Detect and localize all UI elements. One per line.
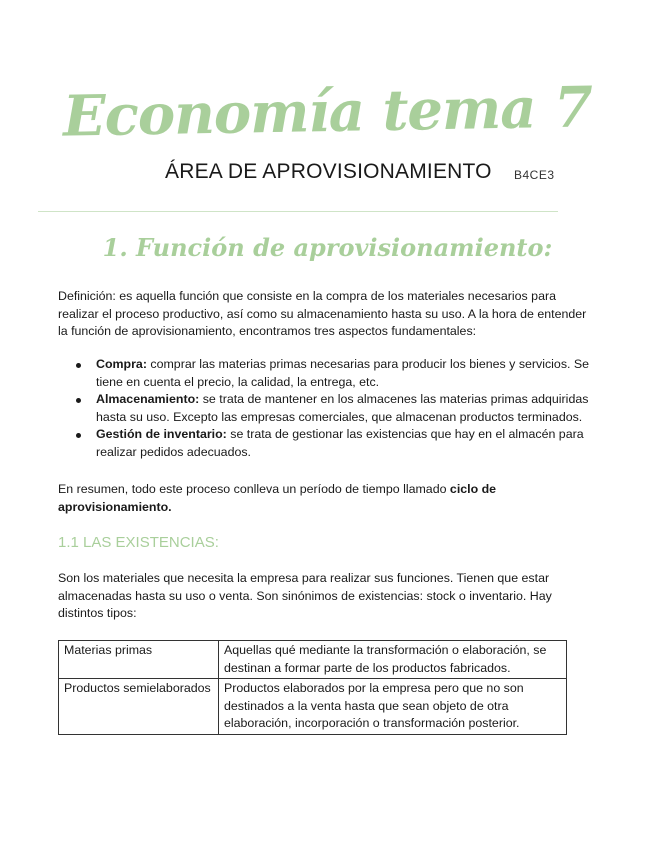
list-item-text: comprar las materias primas necesarias para producir los bienes y servicios. Se tiene en cuenta el precio, la calidad, la entrega, etc.	[96, 357, 590, 389]
existencias-table	[58, 640, 567, 735]
table-row	[59, 641, 567, 679]
subtitle-row	[0, 160, 655, 190]
list-item-text: se trata de gestionar las existencias que hay en el almacén para realizar pedidos adecuados.	[96, 427, 584, 459]
existencias-paragraph: Son los materiales que necesita la empresa para realizar sus funciones. Tienen que estar almacenadas hasta su uso o venta. Son sinónimos de existencias: stock o inventario. Hay distintos tipos:	[58, 571, 552, 620]
list-item	[58, 426, 598, 461]
document-subtitle: ÁREA DE APROVISIONAMIENTO	[165, 160, 492, 183]
course-code: B4CE3	[514, 168, 555, 182]
document-title: Economía tema 7	[62, 74, 593, 150]
table-cell-description: Productos elaborados por la empresa pero que no son destinados a la venta hasta que sean objeto de otra elaboración, incorporación o transformación posterior.	[219, 679, 567, 735]
table-cell-type: Materias primas	[59, 641, 219, 679]
aspects-list	[58, 356, 598, 461]
summary-paragraph	[58, 481, 598, 516]
summary-bold-term: ciclo de aprovisionamiento.	[58, 482, 497, 514]
definition-paragraph: Definición: es aquella función que consiste en la compra de los materiales necesarios para realizar el proceso productivo, así como su almacenamiento hasta su uso. A la hora de entender la función de aprovisionamiento, encontramos tres aspectos fundamentales:	[58, 289, 587, 338]
table-cell-description: Aquellas qué mediante la transformación o elaboración, se destinan a formar parte de los productos fabricados.	[219, 641, 567, 679]
list-item-term: Compra:	[96, 357, 147, 371]
horizontal-divider	[38, 211, 558, 212]
list-item-term: Almacenamiento:	[96, 392, 200, 406]
section-heading: 1. Función de aprovisionamiento:	[102, 233, 553, 262]
table-row	[59, 679, 567, 735]
list-item-text: se trata de mantener en los almacenes las materias primas adquiridas hasta su uso. Excepto las empresas comerciales, que almacenan productos terminados.	[96, 392, 589, 424]
table-cell-type: Productos semielaborados	[59, 679, 219, 735]
list-item	[58, 356, 598, 391]
subsection-heading: 1.1 LAS EXISTENCIAS:	[58, 534, 219, 551]
list-item-term: Gestión de inventario:	[96, 427, 227, 441]
summary-text: En resumen, todo este proceso conlleva un período de tiempo llamado	[58, 482, 450, 496]
list-item	[58, 391, 598, 426]
